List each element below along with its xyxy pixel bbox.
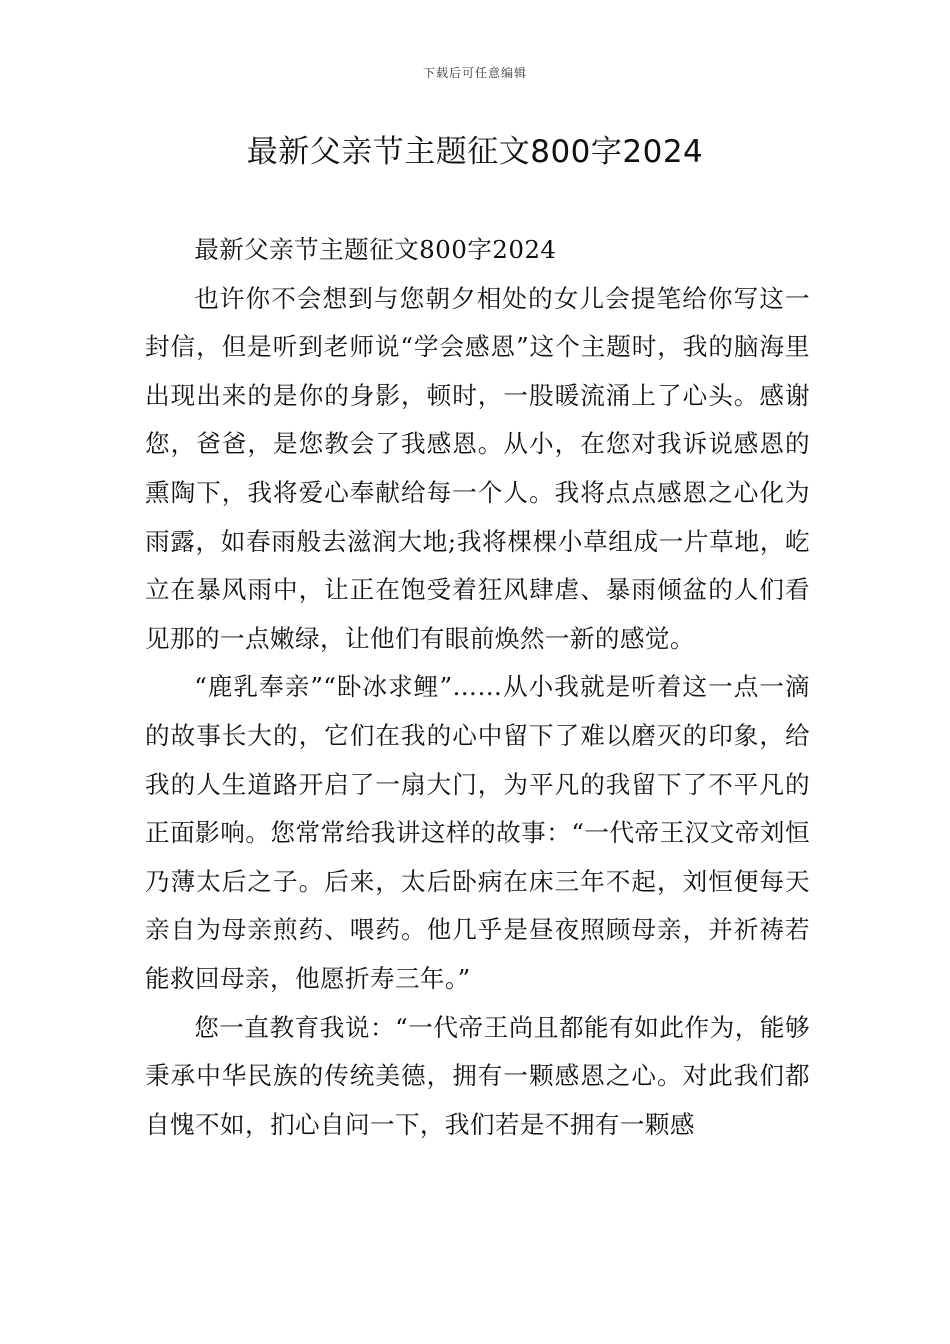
document-body [145,226,810,1149]
body-paragraph: 您一直教育我说：“一代帝王尚且都能有如此作为，能够秉承中华民族的传统美德，拥有一颗感恩之心。对此我们都自愧不如，扪心自问一下，我们若是不拥有一颗感 [145,1012,810,1139]
document-title: 最新父亲节主题征文800字2024 [246,134,704,170]
body-paragraph: 最新父亲节主题征文800字2024 [194,235,557,264]
body-paragraph: 也许你不会想到与您朝夕相处的女儿会提笔给你写这一封信，但是听到老师说“学会感恩”这个主题时，我的脑海里出现出来的是你的身影，顿时，一股暖流涌上了心头。感谢您，爸爸，是您教会了我感恩。从小，在您对我诉说感恩的熏陶下，我将爱心奉献给每一个人。我将点点感恩之心化为雨露，如春雨般去滋润大地;我将棵棵小草组成一片草地，屹立在暴风雨中，让正在饱受着狂风肆虐、暴雨倾盆的人们看见那的一点嫩绿，让他们有眼前焕然一新的感觉。 [145,283,810,653]
body-paragraph: “鹿乳奉亲”“卧冰求鲤”……从小我就是听着这一点一滴的故事长大的，它们在我的心中留下了难以磨灭的印象，给我的人生道路开启了一扇大门，为平凡的我留下了不平凡的正面影响。您常常给我讲这样的故事：“一代帝王汉文帝刘恒乃薄太后之子。后来，太后卧病在床三年不起，刘恒便每天亲自为母亲煎药、喂药。他几乎是昼夜照顾母亲，并祈祷若能救回母亲，他愿折寿三年。” [145,672,810,993]
header-note: 下载后可任意编辑 [422,66,527,80]
